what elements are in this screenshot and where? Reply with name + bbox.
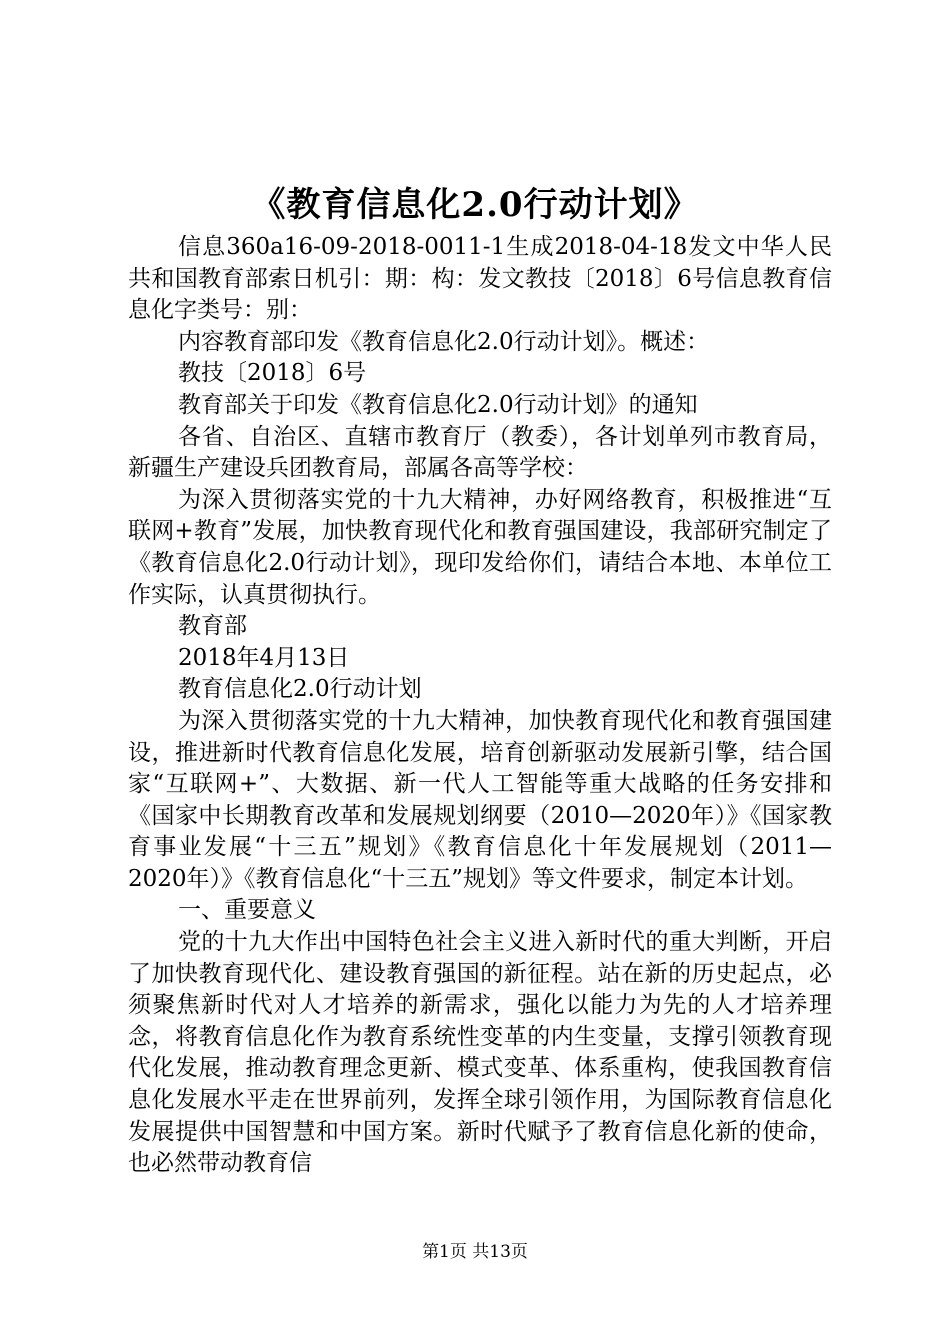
paragraph-metadata: 信息360a16-09-2018-0011-1生成2018-04-18发文中华人民共和国教育部索日机引：期：构：发文教技〔2018〕6号信息教育信息化字类号：别： <box>128 234 832 324</box>
document-body <box>128 232 832 1180</box>
section-heading-significance: 一、重要意义 <box>178 897 316 924</box>
document-title: 《教育信息化2.0行动计划》 <box>251 185 699 225</box>
paragraph-issuer: 教育部 <box>178 613 247 640</box>
paragraph-notice-title: 教育部关于印发《教育信息化2.0行动计划》的通知 <box>178 391 698 418</box>
paragraph-notice-body: 为深入贯彻落实党的十九大精神，办好网络教育，积极推进“互联网+教育”发展，加快教育现代化和教育强国建设，我部研究制定了《教育信息化2.0行动计划》，现印发给你们，请结合本地、本单位工作实际，认真贯彻执行。 <box>128 486 832 608</box>
paragraph-doc-number: 教技〔2018〕6号 <box>178 360 367 387</box>
page-footer: 第1页 共13页 <box>422 1242 528 1262</box>
paragraph-recipients: 各省、自治区、直辖市教育厅（教委），各计划单列市教育局，新疆生产建设兵团教育局，部属各高等学校： <box>128 423 832 482</box>
paragraph-summary: 内容教育部印发《教育信息化2.0行动计划》。概述： <box>178 328 710 355</box>
paragraph-significance: 党的十九大作出中国特色社会主义进入新时代的重大判断，开启了加快教育现代化、建设教育强国的新征程。站在新的历史起点，必须聚焦新时代对人才培养的新需求，强化以能力为先的人才培养理念，将教育信息化作为教育系统性变革的内生变量，支撑引领教育现代化发展，推动教育理念更新、模式变革、体系重构，使我国教育信息化发展水平走在世界前列，发挥全球引领作用，为国际教育信息化发展提供中国智慧和中国方案。新时代赋予了教育信息化新的使命，也必然带动教育信 <box>128 929 832 1177</box>
paragraph-plan-intro: 为深入贯彻落实党的十九大精神，加快教育现代化和教育强国建设，推进新时代教育信息化发展，培育创新驱动发展新引擎，结合国家“互联网+”、大数据、新一代人工智能等重大战略的任务安排和《国家中长期教育改革和发展规划纲要（2010—2020年）》《国家教育事业发展“十三五”规划》《教育信息化十年发展规划（2011—2020年）》《教育信息化“十三五”规划》等文件要求，制定本计划。 <box>128 707 832 892</box>
paragraph-plan-title: 教育信息化2.0行动计划 <box>178 676 422 703</box>
paragraph-date: 2018年4月13日 <box>178 644 350 671</box>
